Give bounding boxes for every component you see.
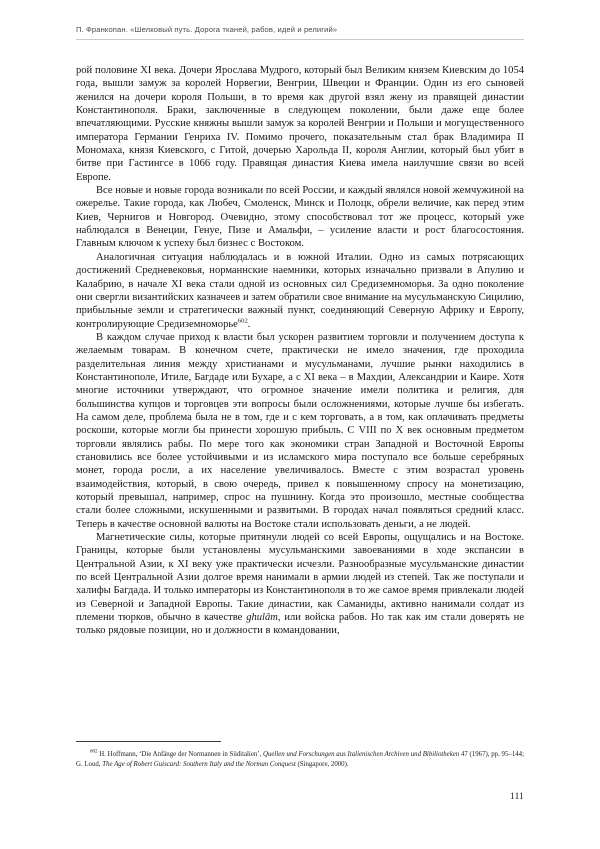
page-number: 111 xyxy=(510,792,524,802)
footnote-separator-rule xyxy=(76,741,221,742)
body-text-column xyxy=(76,64,524,638)
paragraph-3-text-before-footnote: Аналогичная ситуация наблюдалась и в южной Италии. Одно из самых потрясающих достижений Средневековья, норманнские наемники, которых изначально призвали в Апулию и Калабрию, в начале XI века стали одной из основных сил Средиземноморья. За одно поколение они свергли византийских казначеев и затем обратили свое внимание на мусульманскую Сицилию, прибыльные земли и стратегически важный пункт, соединяющий Северную Африку и Европу, контролирующие Средиземноморье xyxy=(76,251,524,330)
paragraph-4 xyxy=(76,331,524,531)
paragraph-1-text: рой половине XI века. Дочери Ярослава Мудрого, который был Великим князем Киевским до 1054 года, вышли замуж за королей Норвегии, Венгрии, Швеции и Франции. Один из его сыновей женился на дочери короля Польши, в то время как другой взял жену из правящей династии Константинополя. Браки, заключенные в следующем поколении, были даже еще более впечатляющими. Русские княжны вышли замуж за королей Венгрии и Польши и могущественного императора Германии Генриха IV. Помимо прочего, показательным стал брак Владимира II Мономаха, князя Киевского, с Гитой, дочерью Харольда II, короля Англии, который был убит в битве при Гастингсе в 1066 году. Правящая династия Киева имела наилучшие связи во всей Европе. xyxy=(76,65,524,183)
footnote-area xyxy=(76,741,524,771)
paragraph-2-text: Все новые и новые города возникали по всей России, и каждый являлся новой жемчужиной на ожерелье. Такие города, как Любеч, Смоленск, Минск и Полоцк, обрели величие, как перед этим Киев, Чернигов и Новгород. Очевидно, этому способствовал тот же процесс, который уже наблюдался в Венеции, Генуе, Пизе и Амальфи, – усиление власти и рост благосостояния. Главным ключом к успеху был бизнес с Востоком. xyxy=(76,185,524,250)
paragraph-1 xyxy=(76,64,524,184)
paragraph-2 xyxy=(76,184,524,251)
paragraph-3 xyxy=(76,251,524,331)
page-header xyxy=(76,25,524,48)
paragraph-5 xyxy=(76,531,524,638)
footnote-segment-4: (Singapore, 2000). xyxy=(295,761,349,769)
footnote-602 xyxy=(76,750,524,771)
running-head: П. Франкопан. «Шелковый путь. Дорога тканей, рабов, идей и религий» xyxy=(76,25,338,34)
footnote-segment-0: H. Hoffmann, ‘Die Anfänge der Normannen in Süditalien’, xyxy=(97,751,264,758)
page-folio-area xyxy=(76,786,524,804)
footnote-body-text xyxy=(76,751,524,768)
header-divider xyxy=(76,39,524,40)
footnote-segment-2: 47 (1967), pp. 95–144; G. Loud, xyxy=(76,751,524,769)
paragraph-5-text-part-1: Магнетические силы, которые притянули людей со всей Европы, ощущались и на Востоке. Границы, которые были установлены мусульманскими завоеваниями в ходе экспансии в Центральной Азии, к XI веку уже практически исчезли. Разнообразные мусульманские династии по всей Центральной Азии долгое время нанимали в армии людей из степей. Так же поступали и халифы Багдада. И только императоры из Константинополя в то же самое время привлекали людей из Северной и Западной Европы. Такие династии, как Саманиды, активно нанимали солдат из племени тюрков, обычно в качестве xyxy=(76,532,524,624)
paragraph-5-text-part-2: , или войска рабов. Но так как им стали доверять не только рядовые позиции, но и должности в командовании, xyxy=(76,612,524,637)
footnote-segment-1: Quellen und Forschungen aus Italienischen Archiven und Bibiliotheken xyxy=(263,751,460,758)
italic-term-ghulam: ghulām xyxy=(246,612,278,624)
footnote-reference-602[interactable]: 602 xyxy=(237,317,248,325)
footnote-number: 602 xyxy=(90,749,98,755)
footnote-segment-3: The Age of Robert Guiscard: Southern Italy and the Norman Conquest xyxy=(102,761,296,769)
paragraph-3-text-after-footnote: . xyxy=(247,318,251,330)
paragraph-4-text: В каждом случае приход к власти был ускорен развитием торговли и получением доступа к желаемым товарам. В конечном счете, практически не имело значения, где проходила разделительная линия между христианами и мусульманами, лучшие рынки находились в Константинополе, Итиле, Багдаде или Бухаре, а с XI века – в Махдии, Александрии и Каире. Хотя многие источники утверждают, что огромное значение имели политика и религия, для большинства купцов и торговцев эти вопросы были осложнениями, которые лучше бы избегать. На самом деле, проблема была не в том, где и с кем торговать, а в том, как оплачивать предметы роскоши, которые могли бы принести хорошую прибыль. С VIII по X век основным предметом торговли являлись рабы. По мере того как экономики стран Западной и Восточной Европы становились все более устойчивыми и из исламского мира поступало все больше серебряных монет, города росли, а их население увеличивалось. Вместе с этим возрастал уровень взаимодействия, который, в свою очередь, привел к повышенному спросу на монетизацию, который превышал, например, спрос на пушнину. Когда это произошло, местные сообщества стали более сложными, искушенными и развитыми. В городах начал появляться средний класс. Теперь в качестве основной валюты на Востоке стали использовать деньги, а не людей. xyxy=(76,331,524,530)
